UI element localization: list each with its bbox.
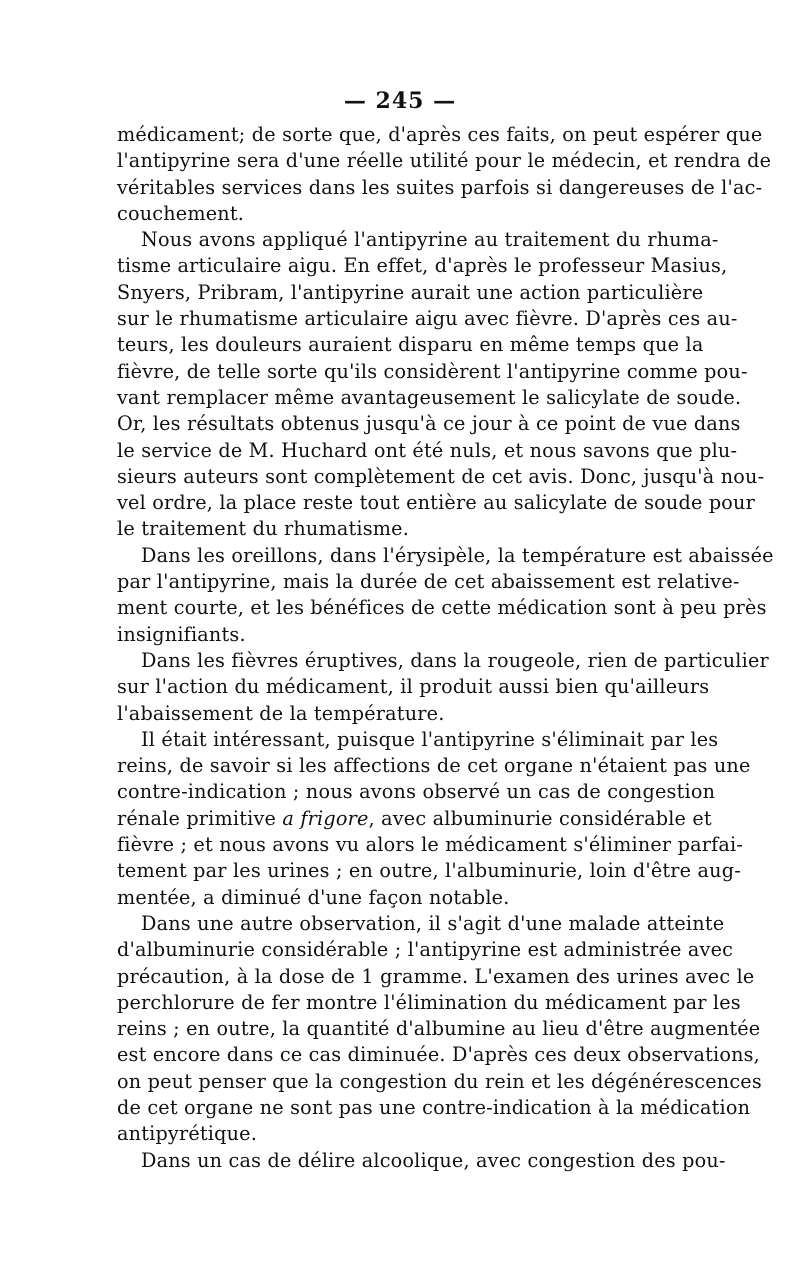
italic-phrase: a frigore xyxy=(282,806,369,830)
body-text xyxy=(117,122,774,1174)
text-line: teurs, les douleurs auraient disparu en même temps que la xyxy=(117,333,704,357)
paragraph-2 xyxy=(117,227,765,543)
paragraph-5 xyxy=(117,727,751,911)
paragraph-1 xyxy=(117,122,772,227)
text-line: véritables services dans les suites parfois si dangereuses de l'ac- xyxy=(117,175,763,199)
text-line: perchlorure de fer montre l'élimination du médicament par les xyxy=(117,990,741,1014)
paragraph-3 xyxy=(117,543,774,648)
text-line: reins ; en outre, la quantité d'albumine au lieu d'être augmentée xyxy=(117,1017,761,1041)
text-line: médicament; de sorte que, d'après ces faits, on peut espérer que xyxy=(117,123,763,146)
paragraph-7 xyxy=(117,1148,726,1174)
text-line: sur l'action du médicament, il produit aussi bien qu'ailleurs xyxy=(117,675,710,699)
text-line: contre-indication ; nous avons observé un cas de congestion xyxy=(117,780,716,804)
text-line-with-italic xyxy=(117,806,712,832)
line-suffix: , avec albuminurie considérable et xyxy=(368,806,712,830)
text-line: vel ordre, la place reste tout entière au salicylate de soude pour xyxy=(117,491,755,515)
text-line: vant remplacer même avantageusement le salicylate de soude. xyxy=(117,385,742,409)
text-line: Dans une autre observation, il s'agit d'une malade atteinte xyxy=(141,911,725,935)
text-line: mentée, a diminué d'une façon notable. xyxy=(117,885,510,909)
text-line: fièvre, de telle sorte qu'ils considèrent l'antipyrine comme pou- xyxy=(117,359,748,383)
paragraph-6 xyxy=(117,911,762,1148)
text-line: tisme articulaire aigu. En effet, d'après le professeur Masius, xyxy=(117,254,728,278)
text-line: Dans un cas de délire alcoolique, avec congestion des pou- xyxy=(141,1148,726,1172)
text-line: le service de M. Huchard ont été nuls, et nous savons que plu- xyxy=(117,438,738,462)
text-line: Or, les résultats obtenus jusqu'à ce jour à ce point de vue dans xyxy=(117,412,741,436)
text-line: Nous avons appliqué l'antipyrine au traitement du rhuma- xyxy=(141,228,719,252)
text-line: par l'antipyrine, mais la durée de cet abaissement est relative- xyxy=(117,570,740,594)
text-line: ment courte, et les bénéfices de cette médication sont à peu près xyxy=(117,596,767,620)
text-line: fièvre ; et nous avons vu alors le médicament s'éliminer parfai- xyxy=(117,833,744,857)
text-line: Dans les oreillons, dans l'érysipèle, la température est abaissée xyxy=(141,543,774,567)
text-line: le traitement du rhumatisme. xyxy=(117,517,410,541)
line-prefix: rénale primitive xyxy=(117,806,283,830)
text-line: couchement. xyxy=(117,201,245,225)
text-line: Snyers, Pribram, l'antipyrine aurait une action particulière xyxy=(117,280,704,304)
text-line: sieurs auteurs sont complètement de cet avis. Donc, jusqu'à nou- xyxy=(117,464,765,488)
text-line: de cet organe ne sont pas une contre-indication à la médication xyxy=(117,1095,751,1119)
paragraph-4 xyxy=(117,648,769,727)
text-line: tement par les urines ; en outre, l'albuminurie, loin d'être aug- xyxy=(117,859,741,883)
text-line: est encore dans ce cas diminuée. D'après ces deux observations, xyxy=(117,1043,760,1067)
text-line: Il était intéressant, puisque l'antipyrine s'éliminait par les xyxy=(141,727,719,751)
text-line: antipyrétique. xyxy=(117,1122,258,1146)
page-number: — 245 — xyxy=(343,88,457,114)
text-line: l'abaissement de la température. xyxy=(117,701,445,725)
text-line: précaution, à la dose de 1 gramme. L'examen des urines avec le xyxy=(117,964,755,988)
text-line: l'antipyrine sera d'une réelle utilité pour le médecin, et rendra de xyxy=(117,149,772,173)
text-line: insignifiants. xyxy=(117,622,246,646)
text-line: on peut penser que la congestion du rein et les dégénérescences xyxy=(117,1069,762,1093)
text-line: reins, de savoir si les affections de cet organe n'étaient pas une xyxy=(117,754,751,778)
text-line: d'albuminurie considérable ; l'antipyrine est administrée avec xyxy=(117,938,734,962)
text-line: sur le rhumatisme articulaire aigu avec fièvre. D'après ces au- xyxy=(117,307,738,331)
text-line: Dans les fièvres éruptives, dans la rougeole, rien de particulier xyxy=(141,648,769,672)
